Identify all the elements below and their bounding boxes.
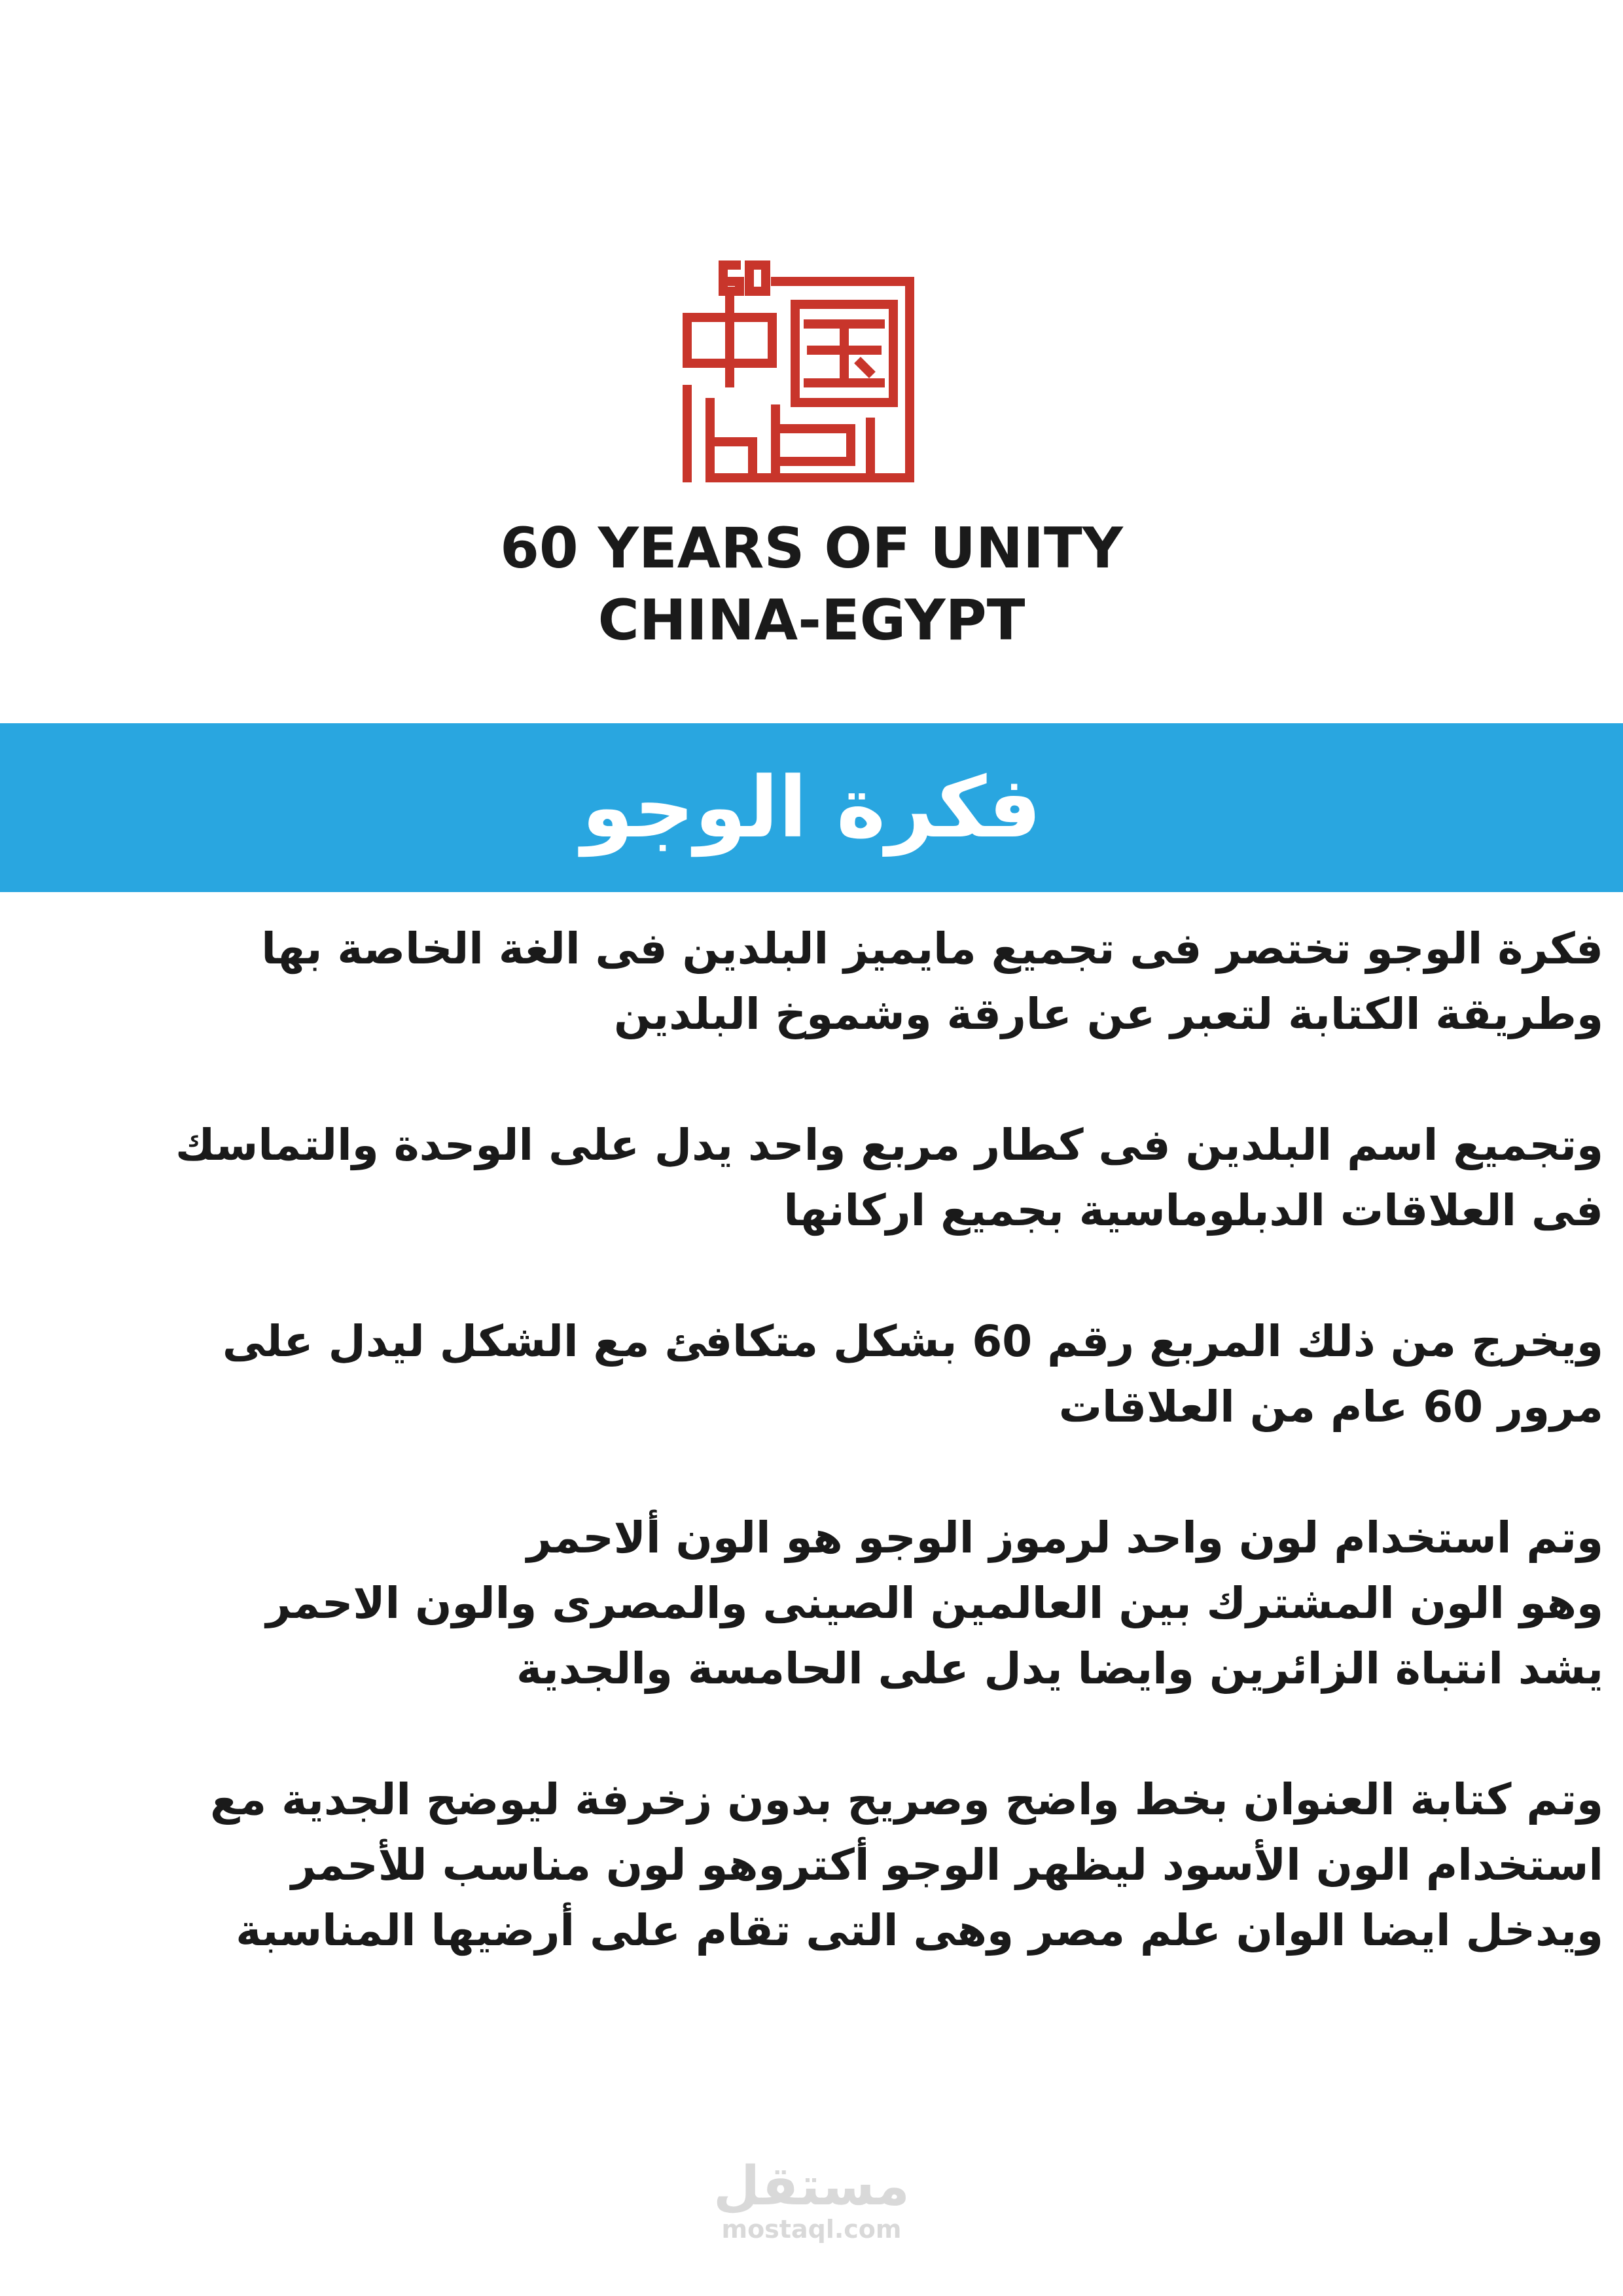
logo-seal-icon	[661, 252, 929, 494]
paragraph-line: وهو الون المشترك بين العالمين الصينى والمصرى والون الاحمر	[266, 1578, 1603, 1628]
watermark-latin: mostaql.com	[721, 2215, 902, 2244]
mostaql-watermark	[707, 2155, 916, 2246]
paragraph-line: ويخرج من ذلك المربع رقم 60 بشكل متكافئ مع الشكل ليدل على	[222, 1316, 1603, 1367]
paragraph-line: يشد انتباة الزائرين وايضا يدل على الحامسة والجدية	[516, 1643, 1603, 1694]
paragraph-line: وتم كتابة العنوان بخط واضح وصريح بدون زخرفة ليوضح الجدية مع	[210, 1774, 1603, 1825]
paragraph-3	[20, 1309, 1603, 1440]
paragraph-2	[20, 1113, 1603, 1244]
watermark-arabic: مستقل	[713, 2155, 910, 2217]
paragraph-1	[20, 916, 1603, 1047]
banner-title: فكرة الوجو	[581, 759, 1042, 857]
paragraph-line: وطريقة الكتابة لتعبر عن عارقة وشموخ البلدين	[613, 989, 1603, 1039]
paragraph-line: ويدخل ايضا الوان علم مصر وهى التى تقام على أرضيها المناسبة	[236, 1905, 1603, 1956]
paragraph-line: فى العلاقات الدبلوماسية بجميع اركانها	[783, 1185, 1603, 1236]
paragraph-line: وتم استخدام لون واحد لرموز الوجو هو الون ألاحمر	[526, 1513, 1603, 1563]
paragraph-line: وتجميع اسم البلدين فى كطار مربع واحد يدل على الوحدة والتماسك	[175, 1120, 1603, 1170]
paragraph-5	[20, 1767, 1603, 1964]
logo-tagline-line1: 60 YEARS OF UNITY	[500, 516, 1123, 581]
paragraph-line: استخدام الون الأسود ليظهر الوجو أكتروهو لون مناسب للأحمر	[291, 1840, 1603, 1890]
paragraph-line: مرور 60 عام من العلاقات	[1058, 1382, 1603, 1432]
paragraph-4	[20, 1505, 1603, 1702]
section-banner	[0, 723, 1623, 892]
paragraph-line: فكرة الوجو تختصر فى تجميع مايميز البلدين فى الغة الخاصة بها	[261, 924, 1603, 974]
concept-description	[20, 916, 1603, 2029]
logo-tagline-line2: CHINA-EGYPT	[597, 588, 1026, 653]
